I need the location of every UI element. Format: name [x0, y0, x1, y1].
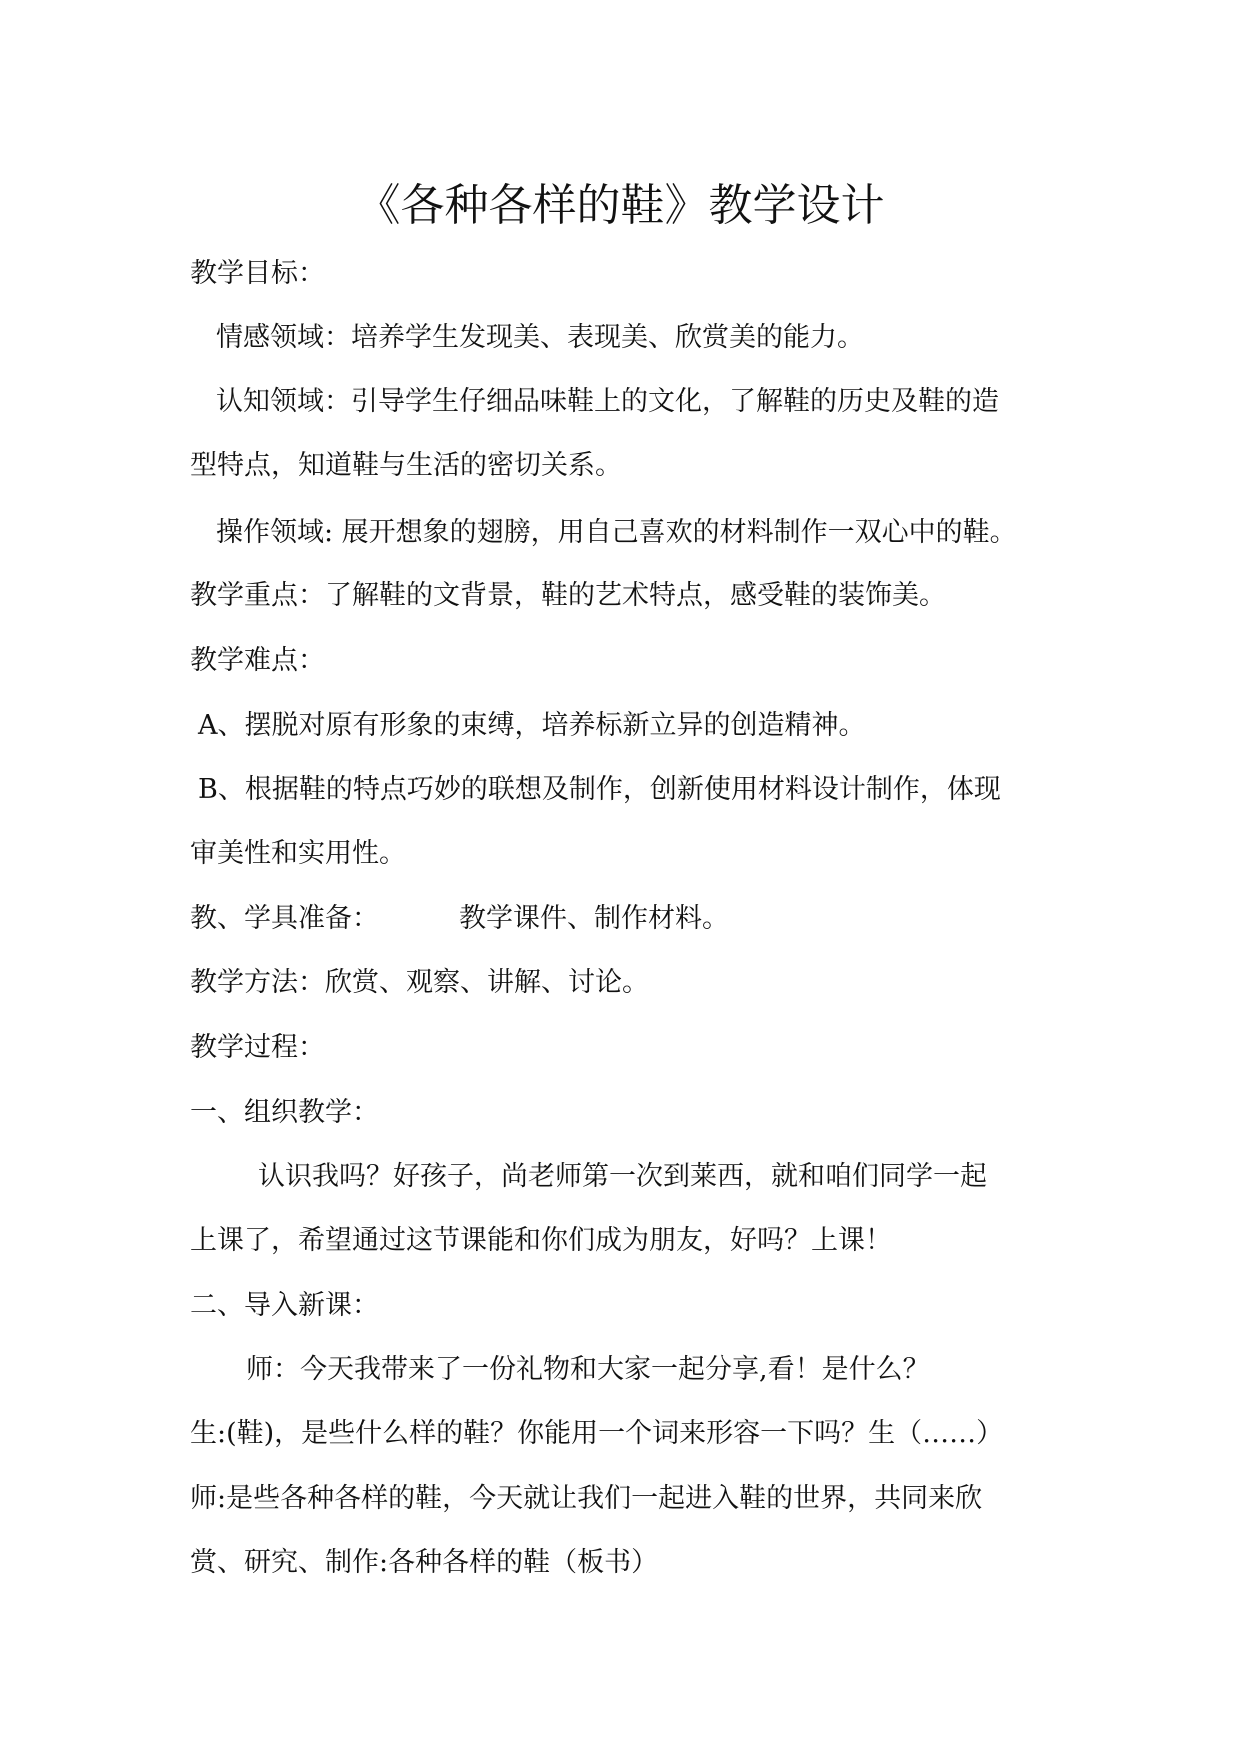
- difficulties-heading: 教学难点：: [190, 645, 325, 676]
- key-points: 教学重点：了解鞋的文背景，鞋的艺术特点，感受鞋的装饰美。: [190, 580, 946, 611]
- section-2-text-line-2: 生:(鞋)，是些什么样的鞋？你能用一个词来形容一下吗？生（……）: [190, 1418, 1004, 1449]
- preparation-label: 教、学具准备：: [190, 903, 379, 934]
- difficulty-b-line-1: B、根据鞋的特点巧妙的联想及制作，创新使用材料设计制作，体现: [198, 774, 1001, 805]
- section-1-text-line-1: 认识我吗？好孩子，尚老师第一次到莱西，就和咱们同学一起: [258, 1161, 987, 1192]
- section-1-heading: 一、组织教学：: [190, 1097, 379, 1128]
- section-2-text-line-3: 师:是些各种各样的鞋，今天就让我们一起进入鞋的世界，共同来欣: [190, 1483, 983, 1514]
- goal-cognitive-line-2: 型特点，知道鞋与生活的密切关系。: [190, 450, 622, 481]
- difficulty-b-line-2: 审美性和实用性。: [190, 838, 406, 869]
- preparation-value: 教学课件、制作材料。: [459, 903, 729, 934]
- section-2-text-line-1: 师：今天我带来了一份礼物和大家一起分享,看！是什么？: [246, 1354, 930, 1385]
- goal-cognitive-line-1: 认知领域：引导学生仔细品味鞋上的文化，了解鞋的历史及鞋的造: [216, 386, 999, 417]
- difficulty-a: A、摆脱对原有形象的束缚，培养标新立异的创造精神。: [198, 710, 866, 741]
- section-1-text-line-2: 上课了，希望通过这节课能和你们成为朋友，好吗？上课！: [190, 1225, 892, 1256]
- section-2-text-line-4: 赏、研究、制作:各种各样的鞋（板书）: [190, 1547, 659, 1578]
- goals-heading: 教学目标：: [190, 258, 325, 289]
- goal-operation: 操作领域: 展开想象的翅膀，用自己喜欢的材料制作一双心中的鞋。: [216, 517, 1017, 548]
- teaching-methods: 教学方法：欣赏、观察、讲解、讨论。: [190, 967, 649, 998]
- section-2-heading: 二、导入新课：: [190, 1290, 379, 1321]
- process-heading: 教学过程：: [190, 1032, 325, 1063]
- preparation-line: [190, 899, 729, 939]
- document-title: 《各种各样的鞋》教学设计: [356, 180, 885, 231]
- goal-affective: 情感领域：培养学生发现美、表现美、欣赏美的能力。: [216, 322, 864, 353]
